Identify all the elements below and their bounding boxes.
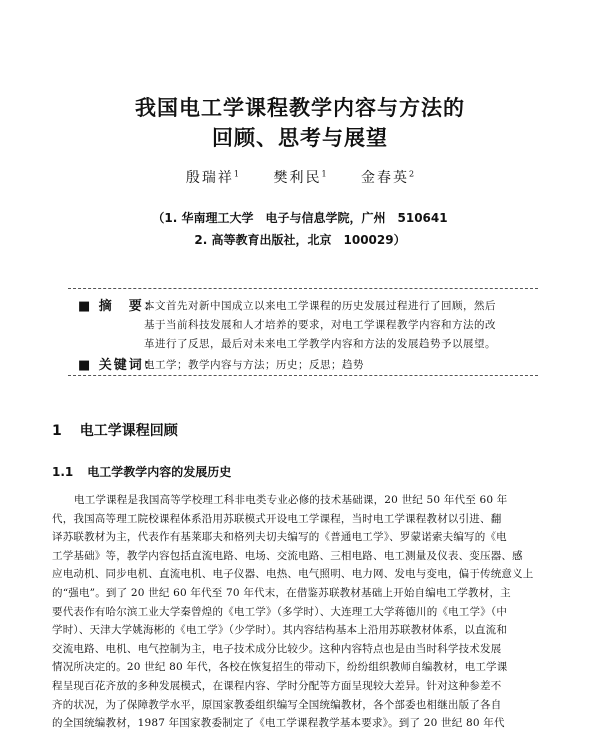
author-list xyxy=(0,167,600,187)
body-line: 程呈现百花齐放的多种发展模式，在课程内容、学时分配等方面呈现较大差异。针对这种参差不 xyxy=(52,679,502,692)
subsection-title: 电工学教学内容的发展历史 xyxy=(87,465,232,479)
subsection-number: 1.1 xyxy=(52,465,74,479)
body-line: 译苏联教材为主，代表作有基莱耶夫和格列夫切夫编写的《普通电工学》、罗蒙诺索夫编写的《电 xyxy=(52,531,507,544)
divider-top xyxy=(68,288,538,289)
author: 樊利民$^1$ xyxy=(273,169,327,186)
body-line: 要代表作有哈尔滨工业大学秦曾煌的《电工学》（多学时）、大连理工大学蒋德川的《电工学》（中 xyxy=(52,605,508,618)
body-line: 工学基础》等，教学内容包括直流电路、电场、交流电路、三相电路、电工测量及仪表、变压器、感 xyxy=(52,549,523,562)
abstract-line: 本文首先对新中国成立以来电工学课程的历史发展过程进行了回顾，然后 xyxy=(144,300,496,312)
body-line: 的“强电”。到了 20 世纪 60 年代至 70 年代末，在借鉴苏联教材基础上开始自编电工学教材，主 xyxy=(52,586,511,599)
paper-title-line2: 回顾、思考与展望 xyxy=(212,126,388,150)
body-line: 的全国统编教材，1987 年国家教委制定了《电工学课程教学基本要求》。到了 20 世纪 80 年代 xyxy=(52,717,505,730)
abstract-line: 革进行了反思，最后对未来电工学教学内容和方法的发展趋势予以展望。 xyxy=(144,338,496,350)
body-line: 情况所决定的。20 世纪 80 年代，各校在恢复招生的带动下，纷纷组织教师自编教材，电工学课 xyxy=(52,661,508,674)
author: 殷瑞祥$^1$ xyxy=(185,169,239,186)
keywords-label: ■ 关键词： xyxy=(78,358,159,373)
affiliation-line1: （1. 华南理工大学 电子与信息学院，广州 510641 xyxy=(152,211,448,225)
abstract xyxy=(78,297,550,350)
body-line: 学时）、天津大学姚海彬的《电工学》（少学时）。其内容结构基本上沿用苏联教材体系，以直流和 xyxy=(52,624,508,637)
abstract-label: ■ 摘 要： xyxy=(78,299,159,314)
body-paragraph xyxy=(52,491,552,733)
affiliation-line2: 2. 高等教育出版社，北京 100029） xyxy=(194,233,406,247)
keywords xyxy=(78,356,550,376)
body-line: 代，我国高等理工院校课程体系沿用苏联模式开设电工学课程，当时电工学课程教材以引进、翻 xyxy=(52,512,502,525)
keywords-text: 电工学；教学内容与方法；历史；反思；趋势 xyxy=(144,359,364,371)
subsection-heading xyxy=(52,463,231,480)
section-heading xyxy=(52,420,178,440)
section-number: 1 xyxy=(52,423,62,439)
divider-bottom xyxy=(68,375,538,376)
paper-title-line1: 我国电工学课程教学内容与方法的 xyxy=(135,96,465,120)
body-line: 交流电路、电机、电气控制为主，电子技术成分比较少。这种内容特点也是由当时科学技术发展 xyxy=(52,642,502,655)
abstract-line: 基于当前科技发展和人才培养的要求，对电工学课程教学内容和方法的改 xyxy=(144,319,496,331)
section-title: 电工学课程回顾 xyxy=(79,423,178,439)
author: 金春英$^2$ xyxy=(361,169,415,186)
body-line: 齐的状况，为了保障教学水平，原国家教委组织编写全国统编教材，各个部委也相继出版了各自 xyxy=(52,698,502,711)
body-line: 电工学课程是我国高等学校理工科非电类专业必修的技术基础课，20 世纪 50 年代至 60 年 xyxy=(74,494,508,506)
body-line: 应电动机、同步电机、直流电机、电子仪器、电热、电气照明、电力网、发电与变电，偏于传统意义上 xyxy=(52,568,534,581)
